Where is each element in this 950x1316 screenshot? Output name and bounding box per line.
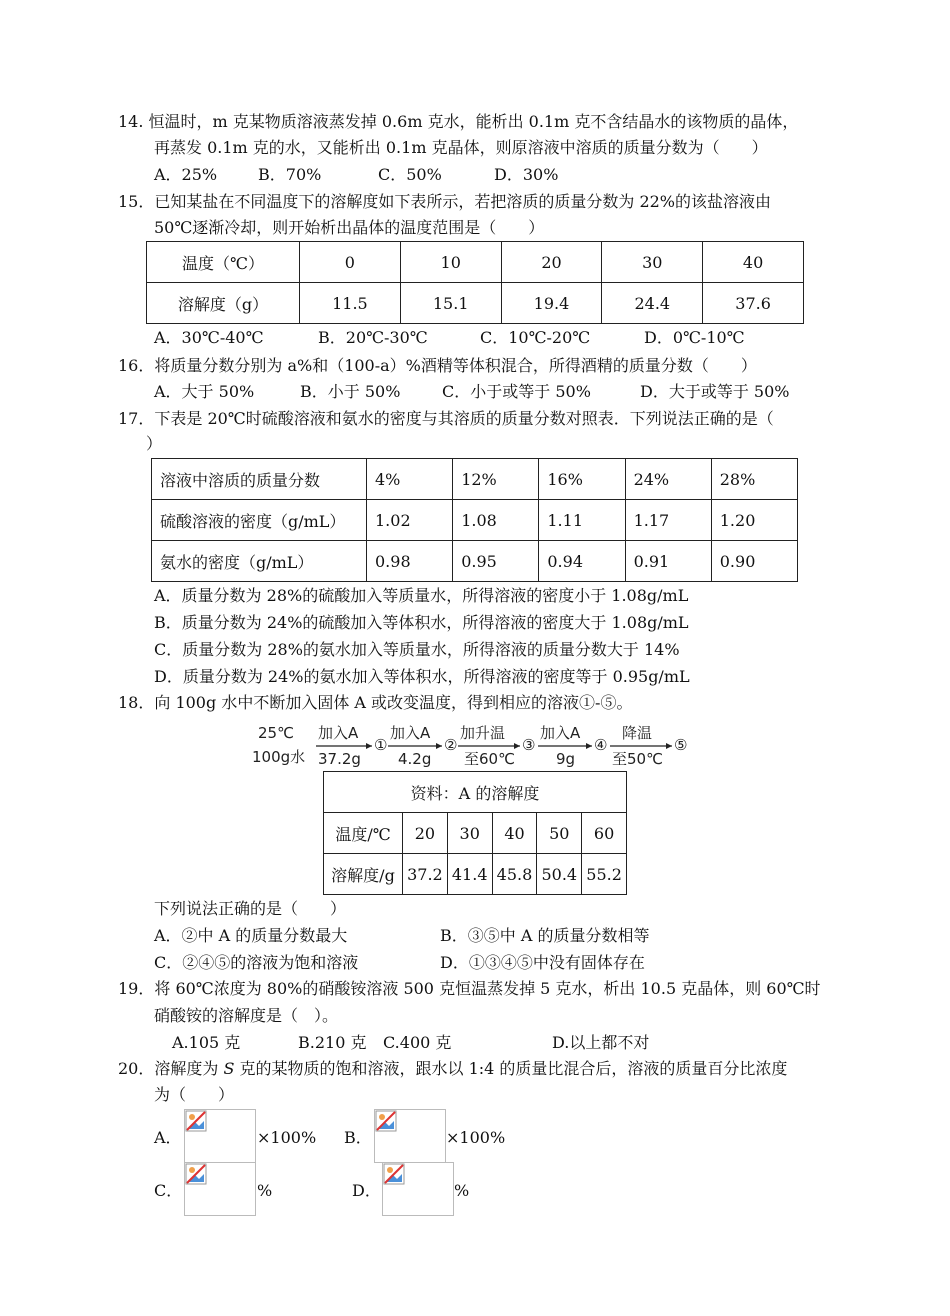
q17-row-cell: 0.91 xyxy=(625,541,711,582)
q15-row-cell: 19.4 xyxy=(501,283,602,324)
q17-option-b: B．质量分数为 24%的硫酸加入等体积水，所得溶液的密度大于 1.08g/mL xyxy=(154,613,689,632)
q14-option-a: A．25% xyxy=(154,165,218,184)
q15-row-cell: 24.4 xyxy=(602,283,703,324)
q19-line1: 19．将 60℃浓度为 80%的硝酸铵溶液 500 克恒温蒸发掉 5 克水，析出 10.5 克晶体，则 60℃时 xyxy=(118,979,821,998)
q17-header-cell: 28% xyxy=(711,459,797,500)
q20-option-b-label: B． xyxy=(344,1128,372,1147)
q14-line2: 再蒸发 0.1m 克的水，又能析出 0.1m 克晶体，则原溶液中溶质的质量分数为（ ） xyxy=(154,138,768,157)
q17-line2: ） xyxy=(146,434,163,453)
q18-sol-cell: 45.8 xyxy=(492,854,537,895)
q20-solubility-symbol: S xyxy=(223,1059,235,1078)
q18-line1: 18．向 100g 水中不断加入固体 A 或改变温度，得到相应的溶液①-⑤。 xyxy=(118,693,633,712)
q17-option-c: C．质量分数为 28%的氨水加入等质量水，所得溶液的质量分数大于 14% xyxy=(154,640,680,659)
q15-option-a: A．30℃-40℃ xyxy=(154,328,264,347)
q14-option-c: C．50% xyxy=(378,165,442,184)
q15-line2: 50℃逐渐冷却，则开始析出晶体的温度范围是（ ） xyxy=(154,218,545,237)
flow-arrowhead xyxy=(514,743,520,749)
flow-step4-bottom: 9g xyxy=(556,750,576,768)
q15-option-b: B．20℃-30℃ xyxy=(318,328,428,347)
q15-row-cell: 37.6 xyxy=(703,283,804,324)
q20-option-a-broken-image-icon xyxy=(184,1109,256,1163)
q17-option-a: A．质量分数为 28%的硫酸加入等质量水，所得溶液的密度小于 1.08g/mL xyxy=(154,586,689,605)
q17-header-cell: 12% xyxy=(453,459,539,500)
q16-option-c: C．小于或等于 50% xyxy=(442,382,591,401)
q17-row-cell: 0.98 xyxy=(367,541,453,582)
q18-sol-label: 溶解度/g xyxy=(324,854,403,895)
q18-temp-cell: 30 xyxy=(447,813,492,854)
flow-arrowhead xyxy=(666,743,672,749)
q18-option-c: C．②④⑤的溶液为饱和溶液 xyxy=(154,953,359,972)
q17-density-table xyxy=(151,458,798,582)
q18-solubility-table xyxy=(323,771,627,895)
q17-row-cell: 氨水的密度（g/mL） xyxy=(152,541,367,582)
flow-result-2: ② xyxy=(444,736,458,754)
q20-line1-a: 20．溶解度为 xyxy=(118,1059,224,1078)
q14-option-d: D．30% xyxy=(494,165,559,184)
flow-step3-top: 加升温 xyxy=(460,724,506,742)
q17-line1: 17．下表是 20℃时硫酸溶液和氨水的密度与其溶质的质量分数对照表．下列说法正确的是（ xyxy=(118,409,774,428)
q18-sol-cell: 41.4 xyxy=(447,854,492,895)
q15-header-cell: 20 xyxy=(501,242,602,283)
q17-row-cell: 1.11 xyxy=(539,500,625,541)
q14-option-b: B．70% xyxy=(258,165,322,184)
q20-option-d-label: D． xyxy=(352,1181,381,1200)
q18-table-caption: 资料：A 的溶解度 xyxy=(324,772,627,813)
q20-option-d-broken-image-icon xyxy=(382,1162,454,1216)
q20-line2: 为（ ） xyxy=(154,1085,235,1104)
flow-step2-top: 加入A xyxy=(390,724,431,742)
q18-temp-label: 温度/℃ xyxy=(324,813,403,854)
q17-header-cell: 4% xyxy=(367,459,453,500)
q18-process-diagram xyxy=(252,718,704,772)
q16-line1: 16．将质量分数分别为 a%和（100-a）%酒精等体积混合，所得酒精的质量分数（ ） xyxy=(118,356,757,375)
flow-arrowhead xyxy=(366,743,372,749)
q15-row-cell: 15.1 xyxy=(400,283,501,324)
q18-sol-cell: 50.4 xyxy=(537,854,582,895)
q15-solubility-table xyxy=(146,241,804,324)
q14-line1: 14. 恒温时，m 克某物质溶液蒸发掉 0.6m 克水，能析出 0.1m 克不含结晶水的该物质的晶体， xyxy=(118,112,799,131)
q17-option-d: D．质量分数为 24%的氨水加入等体积水，所得溶液的密度等于 0.95g/mL xyxy=(154,667,690,686)
flow-step1-bottom: 37.2g xyxy=(318,750,361,768)
q17-row-cell: 0.94 xyxy=(539,541,625,582)
q20-option-c-broken-image-icon xyxy=(184,1162,256,1216)
q15-header-cell: 温度（℃） xyxy=(147,242,300,283)
q16-option-a: A．大于 50% xyxy=(154,382,255,401)
q17-row-cell: 硫酸溶液的密度（g/mL） xyxy=(152,500,367,541)
flow-result-4: ④ xyxy=(594,736,608,754)
q17-header-cell: 溶液中溶质的质量分数 xyxy=(152,459,367,500)
q18-sol-cell: 37.2 xyxy=(403,854,448,895)
flow-arrowhead xyxy=(436,743,442,749)
q18-option-a: A．②中 A 的质量分数最大 xyxy=(154,926,348,945)
q15-line1: 15．已知某盐在不同温度下的溶解度如下表所示，若把溶质的质量分数为 22%的该盐溶液由 xyxy=(118,192,772,211)
flow-step2-bottom: 4.2g xyxy=(398,750,432,768)
flow-start-water: 100g水 xyxy=(252,748,306,766)
q16-option-d: D．大于或等于 50% xyxy=(640,382,790,401)
q19-option-a: A.105 克 xyxy=(172,1033,241,1052)
q15-header-cell: 0 xyxy=(300,242,401,283)
flow-result-3: ③ xyxy=(522,736,536,754)
q15-header-cell: 10 xyxy=(400,242,501,283)
q17-header-cell: 16% xyxy=(539,459,625,500)
q20-line1-b: 克的某物质的饱和溶液，跟水以 1:4 的质量比混合后，溶液的质量百分比浓度 xyxy=(234,1059,788,1078)
q19-option-d: D.以上都不对 xyxy=(552,1033,650,1052)
q15-header-cell: 30 xyxy=(602,242,703,283)
flow-step4-top: 加入A xyxy=(540,724,581,742)
q18-temp-cell: 50 xyxy=(537,813,582,854)
q18-prompt: 下列说法正确的是（ ） xyxy=(154,899,347,918)
q15-row-cell: 11.5 xyxy=(300,283,401,324)
flow-arrowhead xyxy=(586,743,592,749)
q18-temp-cell: 40 xyxy=(492,813,537,854)
q20-option-a-label: A． xyxy=(154,1128,182,1147)
q17-row-cell: 1.08 xyxy=(453,500,539,541)
q20-option-a-suffix: ×100% xyxy=(257,1128,317,1147)
q17-row-cell: 1.02 xyxy=(367,500,453,541)
q20-option-b-suffix: ×100% xyxy=(446,1128,506,1147)
q17-row-cell: 1.17 xyxy=(625,500,711,541)
q15-row-cell: 溶解度（g） xyxy=(147,283,300,324)
flow-step3-bottom: 至60℃ xyxy=(464,750,515,768)
q17-row-cell: 0.95 xyxy=(453,541,539,582)
q15-option-d: D．0℃-10℃ xyxy=(644,328,745,347)
q19-option-b: B.210 克 xyxy=(298,1033,367,1052)
q20-line1 xyxy=(118,1059,787,1079)
q20-option-c-label: C． xyxy=(154,1181,183,1200)
q17-row-cell: 0.90 xyxy=(711,541,797,582)
flow-result-1: ① xyxy=(374,736,388,754)
q18-option-d: D．①③④⑤中没有固体存在 xyxy=(440,953,645,972)
q18-sol-cell: 55.2 xyxy=(582,854,627,895)
q18-temp-cell: 60 xyxy=(582,813,627,854)
q20-option-c-suffix: % xyxy=(257,1181,273,1200)
q15-header-cell: 40 xyxy=(703,242,804,283)
q15-option-c: C．10℃-20℃ xyxy=(480,328,591,347)
flow-step5-bottom: 至50℃ xyxy=(612,750,663,768)
q16-option-b: B．小于 50% xyxy=(300,382,401,401)
flow-step5-top: 降温 xyxy=(622,724,653,742)
q19-line2: 硝酸铵的溶解度是（ ）。 xyxy=(154,1006,339,1025)
flow-result-5: ⑤ xyxy=(674,736,688,754)
flow-start-temp: 25℃ xyxy=(258,724,294,742)
q17-row-cell: 1.20 xyxy=(711,500,797,541)
q17-header-cell: 24% xyxy=(625,459,711,500)
q18-option-b: B．③⑤中 A 的质量分数相等 xyxy=(440,926,650,945)
q20-option-d-suffix: % xyxy=(454,1181,470,1200)
q18-temp-cell: 20 xyxy=(403,813,448,854)
q20-option-b-broken-image-icon xyxy=(374,1109,446,1163)
q19-option-c: C.400 克 xyxy=(383,1033,452,1052)
flow-step1-top: 加入A xyxy=(318,724,359,742)
